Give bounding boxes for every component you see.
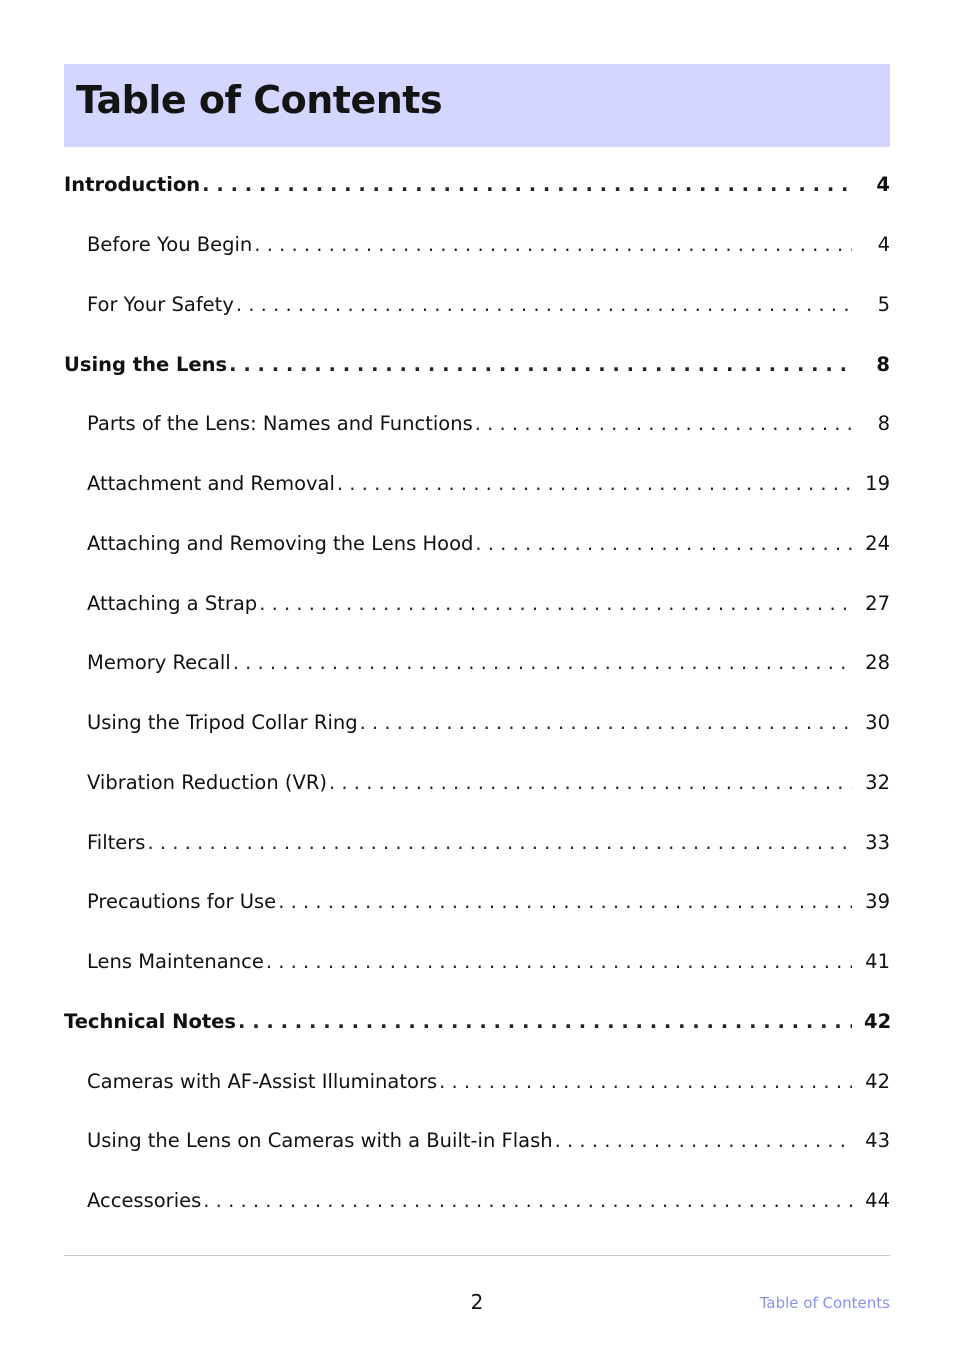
toc-entry-label: Using the Lens (64, 352, 228, 376)
dot-leader (555, 1129, 852, 1152)
dot-leader (233, 651, 852, 674)
toc-entry-label: Vibration Reduction (VR) (87, 770, 328, 794)
toc-entry-page-number: 28 (865, 651, 890, 675)
toc-subsection-entry[interactable] (64, 693, 890, 753)
toc-section-entry[interactable] (64, 155, 890, 215)
dot-leader (238, 1010, 852, 1033)
page-title: Table of Contents (76, 78, 443, 122)
toc-entry-label: Lens Maintenance (87, 950, 264, 974)
toc-entry-page-number: 41 (865, 950, 890, 974)
title-band (64, 64, 890, 147)
toc-entry-label: Attachment and Removal (87, 472, 335, 496)
dot-leader (278, 890, 852, 913)
table-of-contents (64, 155, 890, 1231)
toc-entry-label: Cameras with AF-Assist Illuminators (87, 1069, 438, 1093)
toc-subsection-entry[interactable] (64, 812, 890, 872)
toc-entry-page-number: 24 (865, 531, 890, 555)
page-number: 2 (470, 1290, 484, 1314)
toc-subsection-entry[interactable] (64, 1051, 890, 1111)
toc-entry-page-number: 42 (864, 1009, 892, 1033)
toc-subsection-entry[interactable] (64, 932, 890, 992)
toc-entry-page-number: 32 (865, 770, 890, 794)
dot-leader (259, 592, 852, 615)
toc-entry-page-number: 44 (865, 1189, 890, 1213)
toc-entry-page-number: 4 (877, 233, 890, 257)
dot-leader (360, 711, 852, 734)
toc-entry-label: Attaching and Removing the Lens Hood (87, 531, 474, 555)
toc-subsection-entry[interactable] (64, 275, 890, 335)
toc-entry-label: Filters (87, 830, 146, 854)
toc-subsection-entry[interactable] (64, 573, 890, 633)
toc-entry-page-number: 42 (865, 1069, 890, 1093)
toc-entry-page-number: 8 (877, 412, 890, 436)
dot-leader (266, 950, 852, 973)
footer-divider (64, 1255, 890, 1256)
toc-entry-label: Parts of the Lens: Names and Functions (87, 412, 473, 436)
toc-entry-label: Accessories (87, 1189, 202, 1213)
toc-entry-page-number: 19 (865, 472, 890, 496)
toc-entry-page-number: 30 (865, 711, 890, 735)
toc-section-entry[interactable] (64, 334, 890, 394)
dot-leader (475, 532, 852, 555)
dot-leader (254, 233, 852, 256)
toc-subsection-entry[interactable] (64, 753, 890, 813)
toc-entry-page-number: 5 (877, 292, 890, 316)
toc-entry-label: Using the Lens on Cameras with a Built-in Flash (87, 1129, 553, 1153)
toc-subsection-entry[interactable] (64, 1111, 890, 1171)
toc-subsection-entry[interactable] (64, 454, 890, 514)
toc-entry-label: Attaching a Strap (87, 591, 258, 615)
dot-leader (147, 831, 852, 854)
dot-leader (229, 353, 852, 376)
toc-section-entry[interactable] (64, 992, 890, 1052)
toc-subsection-entry[interactable] (64, 514, 890, 574)
toc-entry-page-number: 39 (865, 890, 890, 914)
dot-leader (439, 1070, 852, 1093)
toc-entry-label: For Your Safety (87, 292, 234, 316)
toc-entry-page-number: 27 (865, 591, 890, 615)
toc-entry-label: Using the Tripod Collar Ring (87, 711, 358, 735)
toc-subsection-entry[interactable] (64, 1171, 890, 1231)
toc-entry-label: Technical Notes (64, 1009, 237, 1033)
toc-entry-label: Precautions for Use (87, 890, 277, 914)
dot-leader (202, 173, 852, 196)
footer-toc-link[interactable]: Table of Contents (759, 1294, 890, 1312)
dot-leader (203, 1189, 852, 1212)
dot-leader (329, 771, 852, 794)
toc-entry-label: Introduction (64, 173, 201, 197)
toc-subsection-entry[interactable] (64, 872, 890, 932)
dot-leader (475, 412, 852, 435)
toc-subsection-entry[interactable] (64, 633, 890, 693)
toc-subsection-entry[interactable] (64, 394, 890, 454)
toc-entry-page-number: 4 (876, 173, 890, 197)
toc-entry-label: Memory Recall (87, 651, 231, 675)
toc-subsection-entry[interactable] (64, 215, 890, 275)
dot-leader (236, 293, 852, 316)
toc-entry-page-number: 33 (865, 830, 890, 854)
toc-entry-page-number: 43 (865, 1129, 890, 1153)
dot-leader (337, 472, 852, 495)
toc-entry-page-number: 8 (876, 352, 890, 376)
toc-entry-label: Before You Begin (87, 233, 253, 257)
